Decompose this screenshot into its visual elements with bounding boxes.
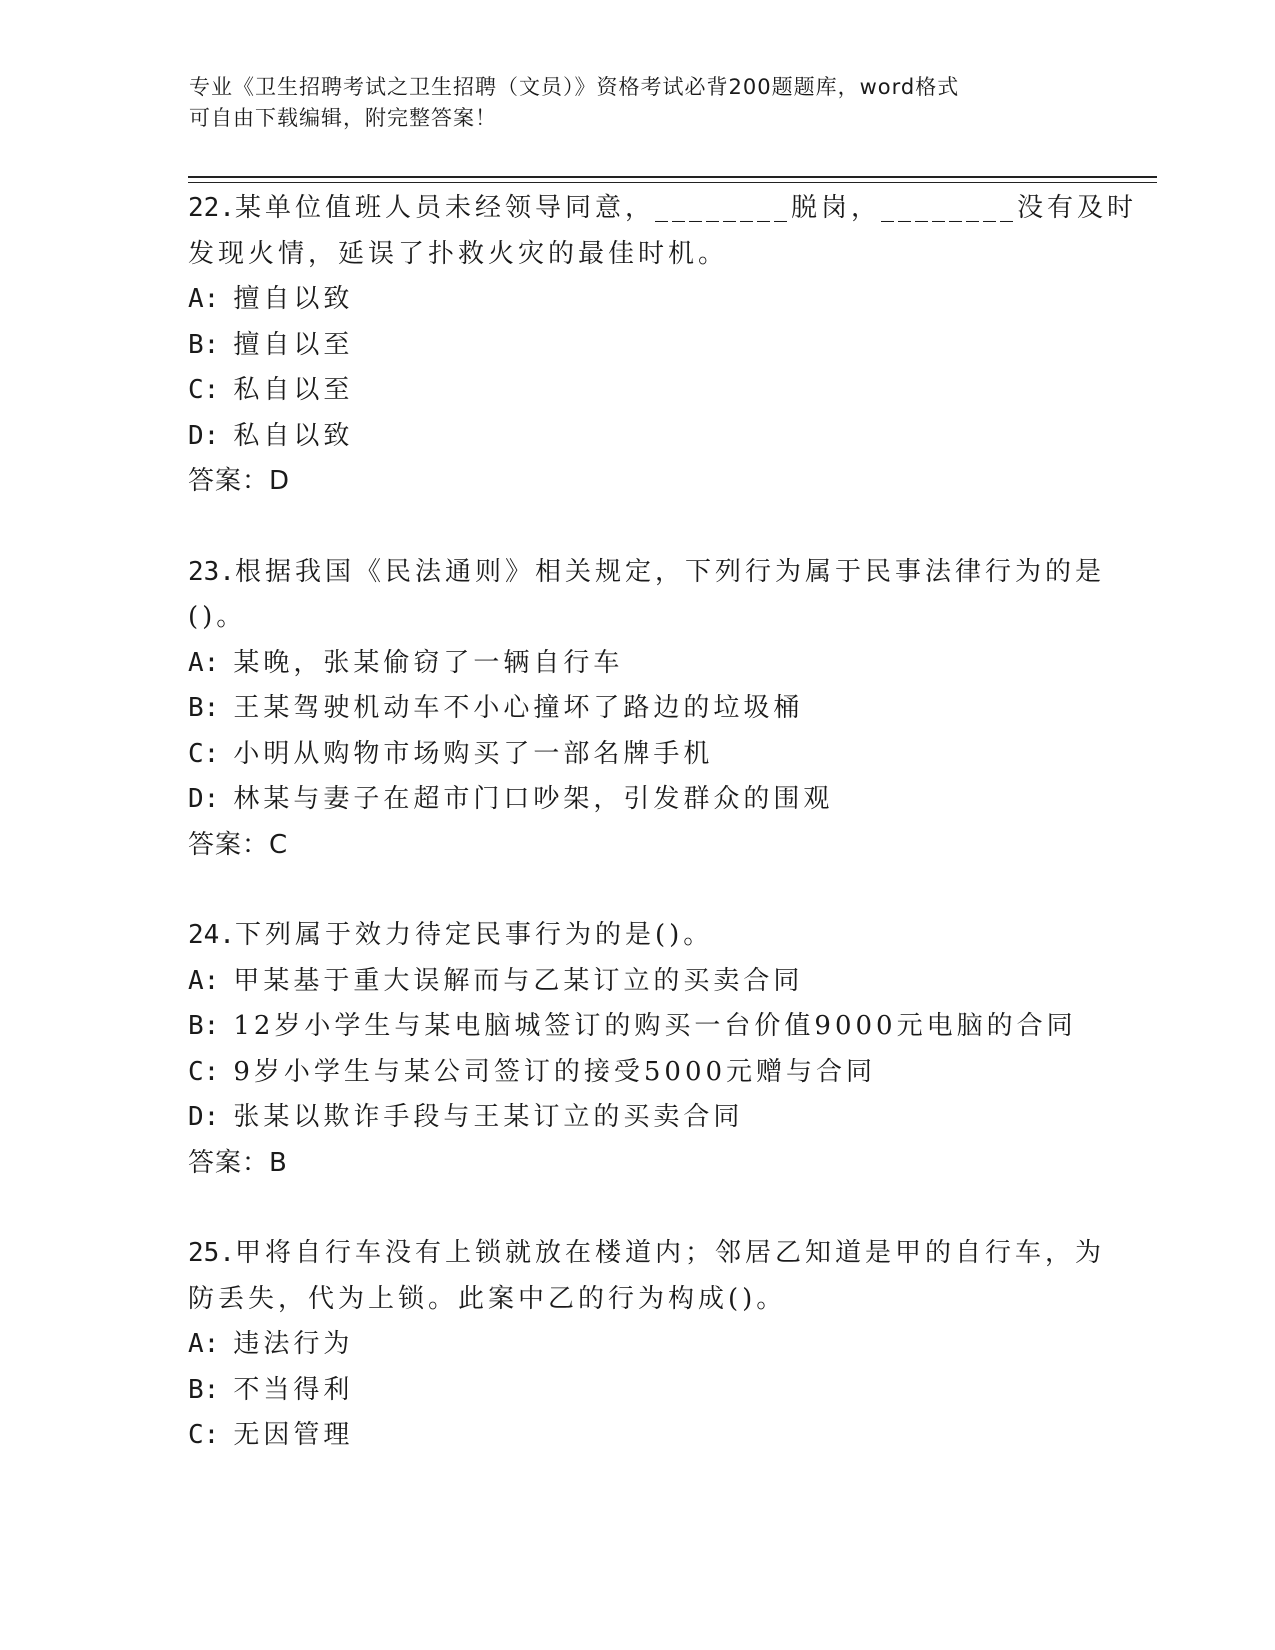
question-stem-line: 24.下列属于效力待定民事行为的是()。 [188,920,714,950]
option-key: C: [188,738,220,769]
option-d [188,777,1088,823]
option-text: 9岁小学生与某公司签订的接受5000元赠与合同 [233,1056,877,1087]
question-list [188,186,1137,1504]
option-key: C: [188,1420,220,1450]
question-25 [188,1231,1105,1459]
option-key: A: [188,1329,220,1359]
header-rule-thick [188,176,1157,178]
document-header [189,72,1069,134]
option-b [188,686,1088,732]
option-a [188,959,1088,1005]
question-23 [188,550,1105,869]
question-number: 24. [188,920,235,950]
option-a [188,641,1088,687]
option-text: 林某与妻子在超市门口吵架，引发群众的围观 [233,784,834,814]
question-24 [188,913,1088,1186]
option-d [188,414,1088,460]
header-rule-thin [188,182,1157,183]
option-text: 违法行为 [233,1329,354,1359]
option-key: B: [188,1374,220,1405]
option-text: 私自以致 [233,420,354,451]
option-a [188,277,1088,323]
option-text: 私自以至 [233,375,354,405]
option-a [188,1322,1088,1368]
option-text: 不当得利 [233,1374,354,1405]
option-key: C: [188,1056,220,1087]
option-c [188,1413,1088,1459]
option-key: D: [188,784,220,814]
option-text: 擅自以至 [233,329,354,360]
header-line-1: 专业《卫生招聘考试之卫生招聘（文员）》资格考试必背200题题库，word格式 [189,75,960,99]
answer-line: 答案：D [188,466,291,496]
option-c [188,368,1088,414]
option-text: 小明从购物市场购买了一部名牌手机 [233,738,714,769]
option-key: C: [188,375,220,405]
option-b [188,323,1088,369]
option-text: 甲某基于重大误解而与乙某订立的买卖合同 [233,965,804,996]
option-text: 王某驾驶机动车不小心撞坏了路边的垃圾桶 [233,693,804,723]
option-key: D: [188,1102,220,1132]
option-key: A: [188,647,220,678]
option-b [188,1004,1088,1050]
option-text: 张某以欺诈手段与王某订立的买卖合同 [233,1102,744,1132]
question-stem-line: 22.某单位值班人员未经领导同意，________脱岗，________没有及时 [188,193,1137,223]
option-key: A: [188,965,220,996]
option-key: B: [188,329,220,360]
question-stem-line: 发现火情，延误了扑救火灾的最佳时机。 [188,238,729,269]
question-number: 22. [188,193,235,223]
option-b [188,1368,1088,1414]
option-c [188,732,1088,778]
option-c [188,1050,1088,1096]
question-stem-line: 防丢失，代为上锁。此案中乙的行为构成()。 [188,1283,787,1314]
question-stem-line: ()。 [188,602,247,632]
header-line-2: 可自由下载编辑，附完整答案！ [189,106,497,130]
option-key: B: [188,693,220,723]
option-key: B: [188,1011,220,1041]
question-stem-line: 25.甲将自行车没有上锁就放在楼道内；邻居乙知道是甲的自行车，为 [188,1238,1105,1268]
question-22 [188,186,1137,505]
option-text: 某晚，张某偷窃了一辆自行车 [233,647,624,678]
option-key: A: [188,284,220,314]
answer-line: 答案：C [188,829,289,860]
option-text: 无因管理 [233,1420,354,1450]
option-key: D: [188,420,220,451]
question-number: 23. [188,556,235,587]
question-stem-line: 23.根据我国《民法通则》相关规定，下列行为属于民事法律行为的是 [188,556,1105,587]
option-text: 12岁小学生与某电脑城签订的购买一台价值9000元电脑的合同 [233,1011,1077,1041]
option-text: 擅自以致 [233,284,354,314]
answer-line: 答案：B [188,1147,288,1178]
question-number: 25. [188,1238,235,1268]
option-d [188,1095,1088,1141]
